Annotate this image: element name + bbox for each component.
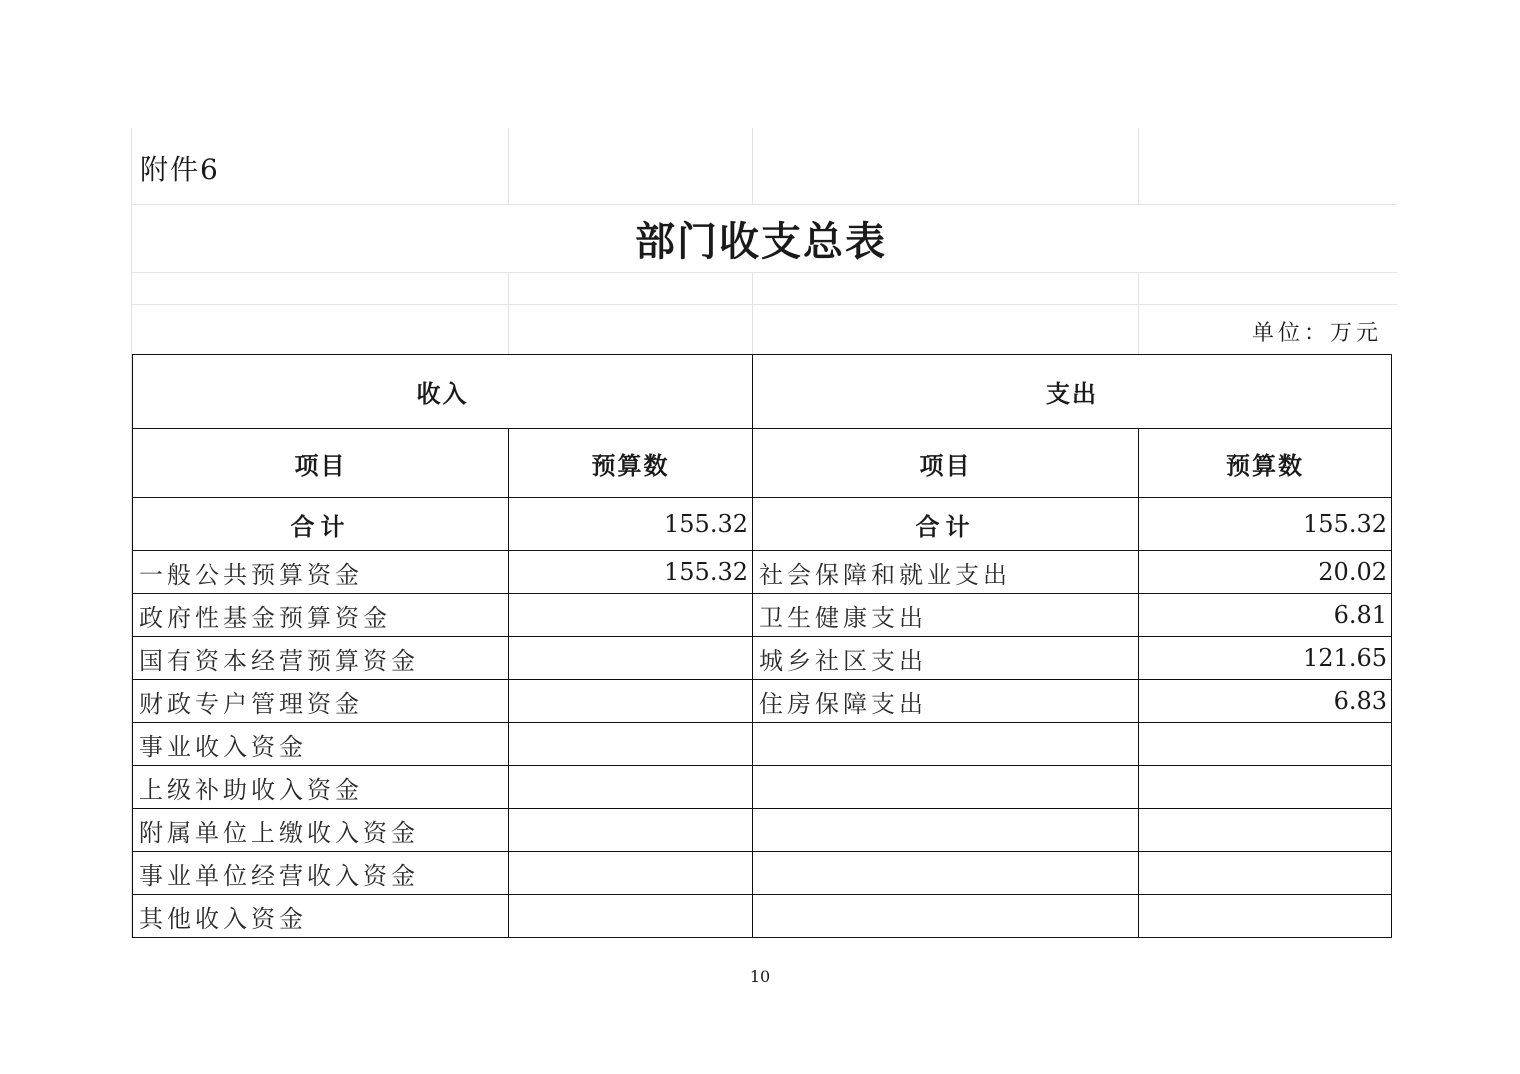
table-row [133,680,1392,723]
income-item: 事业单位经营收入资金 [133,852,509,895]
expense-budget-header: 预算数 [1139,429,1392,498]
expense-item-header: 项目 [753,429,1139,498]
table-row [133,809,1392,852]
expense-header: 支出 [753,355,1392,429]
income-total-label: 合计 [133,498,509,551]
gridline [752,128,753,204]
expense-total-label: 合计 [753,498,1139,551]
gridline [131,272,1397,273]
income-item: 财政专户管理资金 [133,680,509,723]
income-item: 国有资本经营预算资金 [133,637,509,680]
unit-label: 单位：万元 [1251,321,1382,346]
page-number: 10 [749,967,771,986]
total-row [133,498,1392,551]
expense-value: 6.83 [1139,680,1392,723]
income-value [509,680,753,723]
gridline [1138,128,1139,204]
income-value [509,594,753,637]
table-row [133,637,1392,680]
expense-value [1139,895,1392,938]
expense-value [1139,723,1392,766]
expense-total-value: 155.32 [1139,498,1392,551]
table-row [133,766,1392,809]
expense-item [753,809,1139,852]
expense-value [1139,852,1392,895]
expense-value: 6.81 [1139,594,1392,637]
income-value [509,637,753,680]
expense-item [753,723,1139,766]
table-row [133,852,1392,895]
attachment-label: 附件6 [140,153,220,186]
income-value: 155.32 [509,551,753,594]
income-budget-header: 预算数 [509,429,753,498]
income-item: 其他收入资金 [133,895,509,938]
budget-table [132,354,1392,938]
section-header-row [133,355,1392,429]
income-header: 收入 [133,355,753,429]
income-item: 事业收入资金 [133,723,509,766]
income-value [509,895,753,938]
expense-value: 121.65 [1139,637,1392,680]
gridline [131,304,1397,305]
expense-item: 城乡社区支出 [753,637,1139,680]
expense-value: 20.02 [1139,551,1392,594]
expense-item [753,895,1139,938]
expense-item [753,766,1139,809]
expense-item [753,852,1139,895]
income-value [509,809,753,852]
income-item: 一般公共预算资金 [133,551,509,594]
expense-value [1139,809,1392,852]
column-header-row [133,429,1392,498]
gridline [508,128,509,204]
table-row [133,594,1392,637]
income-value [509,852,753,895]
table-row [133,551,1392,594]
income-item-header: 项目 [133,429,509,498]
gridline [508,272,509,354]
page-title: 部门收支总表 [635,218,887,265]
gridline [1138,272,1139,354]
income-item: 政府性基金预算资金 [133,594,509,637]
expense-item: 住房保障支出 [753,680,1139,723]
expense-value [1139,766,1392,809]
gridline [752,272,753,354]
income-total-value: 155.32 [509,498,753,551]
expense-item: 卫生健康支出 [753,594,1139,637]
table-row [133,723,1392,766]
gridline [131,204,1397,205]
table-row [133,895,1392,938]
income-item: 附属单位上缴收入资金 [133,809,509,852]
expense-item: 社会保障和就业支出 [753,551,1139,594]
income-value [509,723,753,766]
income-item: 上级补助收入资金 [133,766,509,809]
income-value [509,766,753,809]
